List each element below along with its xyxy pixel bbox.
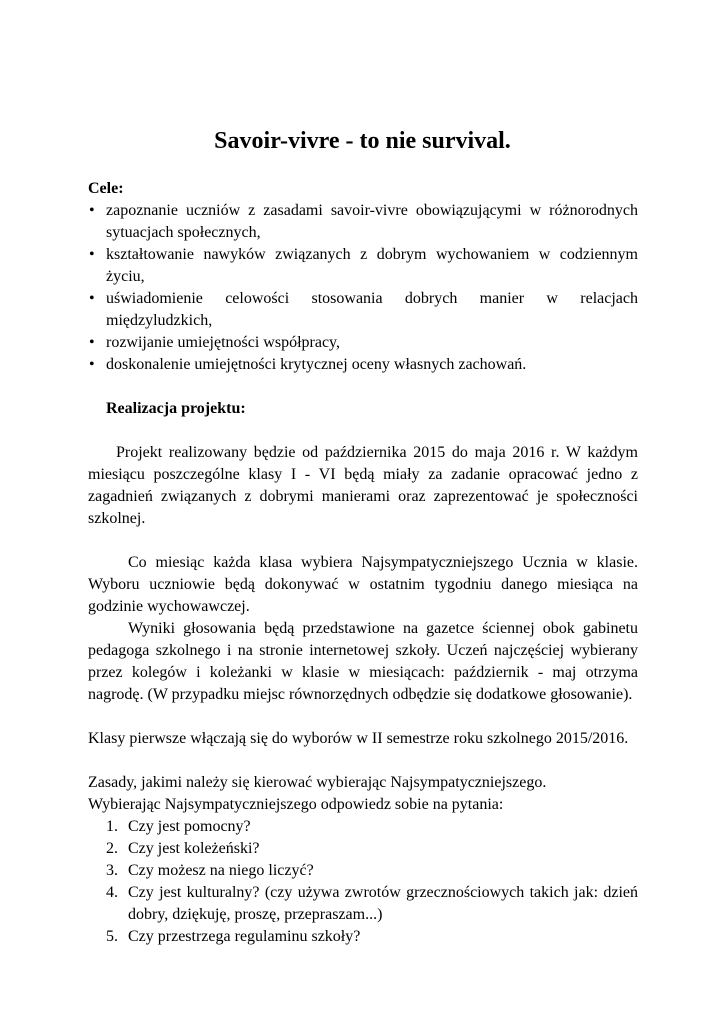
realization-paragraph-3: Wyniki głosowania będą przedstawione na gazetce ściennej obok gabinetu pedagoga szkolnego i na stronie internetowej szkoły. Uczeń najczęściej wybierany przez kolegów i koleżanki w klasie w miesiącach: październik - maj otrzyma nagrodę. (W przypadku miejsc równorzędnych odbędzie się dodatkowe głosowanie). (88, 620, 638, 703)
question-text: Czy możesz na niego liczyć? (128, 862, 314, 879)
goals-list (88, 200, 638, 376)
bullet-icon: • (89, 334, 95, 351)
goal-text: rozwijanie umiejętności współpracy, (106, 334, 340, 351)
realization-paragraph-4: Klasy pierwsze włączają się do wyborów w II semestrze roku szkolnego 2015/2016. (88, 730, 629, 747)
question-number: 1. (106, 818, 118, 835)
question-item (88, 882, 638, 926)
rules-line-1: Zasady, jakimi należy się kierować wybierając Najsympatyczniejszego. (88, 774, 547, 791)
question-item (88, 926, 638, 948)
bullet-icon: • (89, 246, 95, 263)
question-item (88, 816, 638, 838)
goal-text: kształtowanie nawyków związanych z dobrym wychowaniem w codziennym życiu, (106, 246, 638, 285)
goals-list-item (88, 288, 638, 332)
document-title: Savoir-vivre - to nie survival. (214, 128, 511, 154)
goal-text: zapoznanie uczniów z zasadami savoir-vivre obowiązującymi w różnorodnych sytuacjach społecznych, (106, 202, 638, 241)
realization-paragraph-2: Co miesiąc każda klasa wybiera Najsympatyczniejszego Ucznia w klasie. Wyboru uczniowie będą dokonywać w ostatnim tygodniu danego miesiąca na godzinie wychowawczej. (88, 554, 638, 615)
goals-list-item (88, 354, 638, 376)
goals-list-item (88, 332, 638, 354)
goals-heading: Cele: (88, 180, 124, 197)
question-text: Czy jest kulturalny? (czy używa zwrotów grzecznościowych takich jak: dzień dobry, dziękuję, proszę, przepraszam...) (128, 884, 638, 923)
question-number: 3. (106, 862, 118, 879)
realization-heading: Realizacja projektu: (106, 400, 246, 417)
goals-list-item (88, 200, 638, 244)
bullet-icon: • (89, 202, 95, 219)
questions-list (88, 816, 638, 948)
question-number: 2. (106, 840, 118, 857)
realization-paragraph-1: Projekt realizowany będzie od października 2015 do maja 2016 r. W każdym miesiącu poszczególne klasy I - VI będą miały za zadanie opracować jedno z zagadnień związanych z dobrymi manierami oraz zaprezentować je społeczności szkolnej. (88, 444, 638, 527)
goals-list-item (88, 244, 638, 288)
document-body (88, 178, 638, 948)
question-text: Czy jest koleżeński? (128, 840, 260, 857)
bullet-icon: • (89, 356, 95, 373)
question-number: 5. (106, 928, 118, 945)
question-text: Czy przestrzega regulaminu szkoły? (128, 928, 361, 945)
question-number: 4. (106, 884, 118, 901)
question-text: Czy jest pomocny? (128, 818, 251, 835)
question-item (88, 838, 638, 860)
goal-text: uświadomienie celowości stosowania dobrych manier w relacjach międzyludzkich, (106, 290, 638, 329)
rules-line-2: Wybierając Najsympatyczniejszego odpowiedz sobie na pytania: (88, 796, 504, 813)
bullet-icon: • (89, 290, 95, 307)
question-item (88, 860, 638, 882)
goal-text: doskonalenie umiejętności krytycznej oceny własnych zachowań. (106, 356, 527, 373)
